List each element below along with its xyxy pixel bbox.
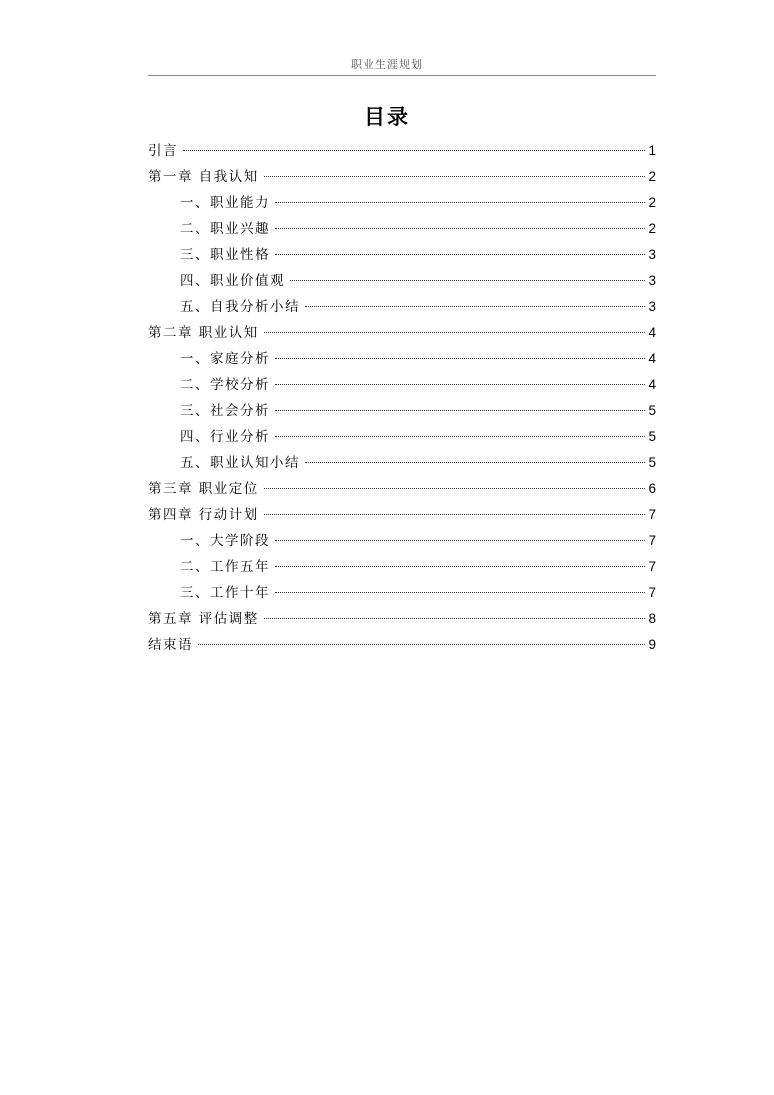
dot-leader xyxy=(275,228,645,229)
dot-leader xyxy=(275,410,645,411)
toc-page-number: 7 xyxy=(648,507,656,522)
toc-entry[interactable] xyxy=(148,528,656,554)
dot-leader xyxy=(290,280,645,281)
dot-leader xyxy=(275,436,645,437)
toc-page-number: 8 xyxy=(648,611,656,626)
dot-leader xyxy=(275,358,645,359)
toc-page-number: 5 xyxy=(648,429,656,444)
page-title: 目录 xyxy=(364,105,410,129)
dot-leader xyxy=(305,462,645,463)
toc-entry-label: 第一章 自我认知 xyxy=(148,169,259,185)
toc-entry-label: 结束语 xyxy=(148,637,193,653)
toc-entry-label: 一、大学阶段 xyxy=(180,533,270,549)
toc-entry-label: 五、自我分析小结 xyxy=(180,299,300,315)
toc-entry[interactable] xyxy=(148,554,656,580)
dot-leader xyxy=(264,332,645,333)
toc-page-number: 4 xyxy=(648,351,656,366)
dot-leader xyxy=(264,176,645,177)
toc-page-number: 7 xyxy=(648,559,656,574)
toc-entry-label: 四、职业价值观 xyxy=(180,273,285,289)
toc-entry[interactable] xyxy=(148,138,656,164)
dot-leader xyxy=(198,644,645,645)
dot-leader xyxy=(264,618,645,619)
toc-entry[interactable] xyxy=(148,242,656,268)
dot-leader xyxy=(275,202,645,203)
toc-entry[interactable] xyxy=(148,424,656,450)
toc-entry-label: 三、工作十年 xyxy=(180,585,270,601)
toc-page-number: 5 xyxy=(648,403,656,418)
toc-entry-label: 一、职业能力 xyxy=(180,195,270,211)
toc-page-number: 4 xyxy=(648,377,656,392)
toc-entry[interactable] xyxy=(148,476,656,502)
toc-entry-label: 二、学校分析 xyxy=(180,377,270,393)
dot-leader xyxy=(275,592,645,593)
dot-leader xyxy=(275,566,645,567)
toc-page-number: 9 xyxy=(648,637,656,652)
dot-leader xyxy=(275,384,645,385)
toc-entry-label: 第二章 职业认知 xyxy=(148,325,259,341)
toc-page-number: 6 xyxy=(648,481,656,496)
toc-entry[interactable] xyxy=(148,580,656,606)
toc-entry-label: 一、家庭分析 xyxy=(180,351,270,367)
toc-entry-label: 第三章 职业定位 xyxy=(148,481,259,497)
toc-entry[interactable] xyxy=(148,372,656,398)
toc-entry[interactable] xyxy=(148,190,656,216)
toc-entry-label: 四、行业分析 xyxy=(180,429,270,445)
toc-page-number: 1 xyxy=(648,143,656,158)
toc-entry[interactable] xyxy=(148,450,656,476)
toc-page-number: 3 xyxy=(648,273,656,288)
dot-leader xyxy=(264,514,645,515)
toc-entry[interactable] xyxy=(148,502,656,528)
toc-entry[interactable] xyxy=(148,606,656,632)
toc-entry[interactable] xyxy=(148,632,656,658)
toc-page-number: 7 xyxy=(648,533,656,548)
toc-entry[interactable] xyxy=(148,294,656,320)
toc-entry-label: 三、职业性格 xyxy=(180,247,270,263)
toc-page-number: 5 xyxy=(648,455,656,470)
toc-list xyxy=(148,138,656,658)
dot-leader xyxy=(183,150,645,151)
toc-entry[interactable] xyxy=(148,268,656,294)
running-header: 职业生涯规划 xyxy=(351,58,423,71)
toc-entry[interactable] xyxy=(148,320,656,346)
toc-page-number: 2 xyxy=(648,169,656,184)
toc-entry[interactable] xyxy=(148,216,656,242)
toc-page-number: 3 xyxy=(648,247,656,262)
toc-page-number: 2 xyxy=(648,195,656,210)
toc-entry-label: 第五章 评估调整 xyxy=(148,611,259,627)
toc-entry-label: 二、工作五年 xyxy=(180,559,270,575)
dot-leader xyxy=(264,488,645,489)
toc-entry-label: 三、社会分析 xyxy=(180,403,270,419)
toc-page-number: 2 xyxy=(648,221,656,236)
header-divider xyxy=(148,75,656,76)
toc-entry-label: 第四章 行动计划 xyxy=(148,507,259,523)
toc-entry-label: 五、职业认知小结 xyxy=(180,455,300,471)
toc-entry[interactable] xyxy=(148,164,656,190)
dot-leader xyxy=(275,254,645,255)
toc-page-number: 3 xyxy=(648,299,656,314)
toc-entry-label: 二、职业兴趣 xyxy=(180,221,270,237)
toc-page-number: 7 xyxy=(648,585,656,600)
dot-leader xyxy=(275,540,645,541)
toc-entry[interactable] xyxy=(148,346,656,372)
dot-leader xyxy=(305,306,645,307)
toc-page-number: 4 xyxy=(648,325,656,340)
toc-entry-label: 引言 xyxy=(148,143,178,159)
toc-entry[interactable] xyxy=(148,398,656,424)
